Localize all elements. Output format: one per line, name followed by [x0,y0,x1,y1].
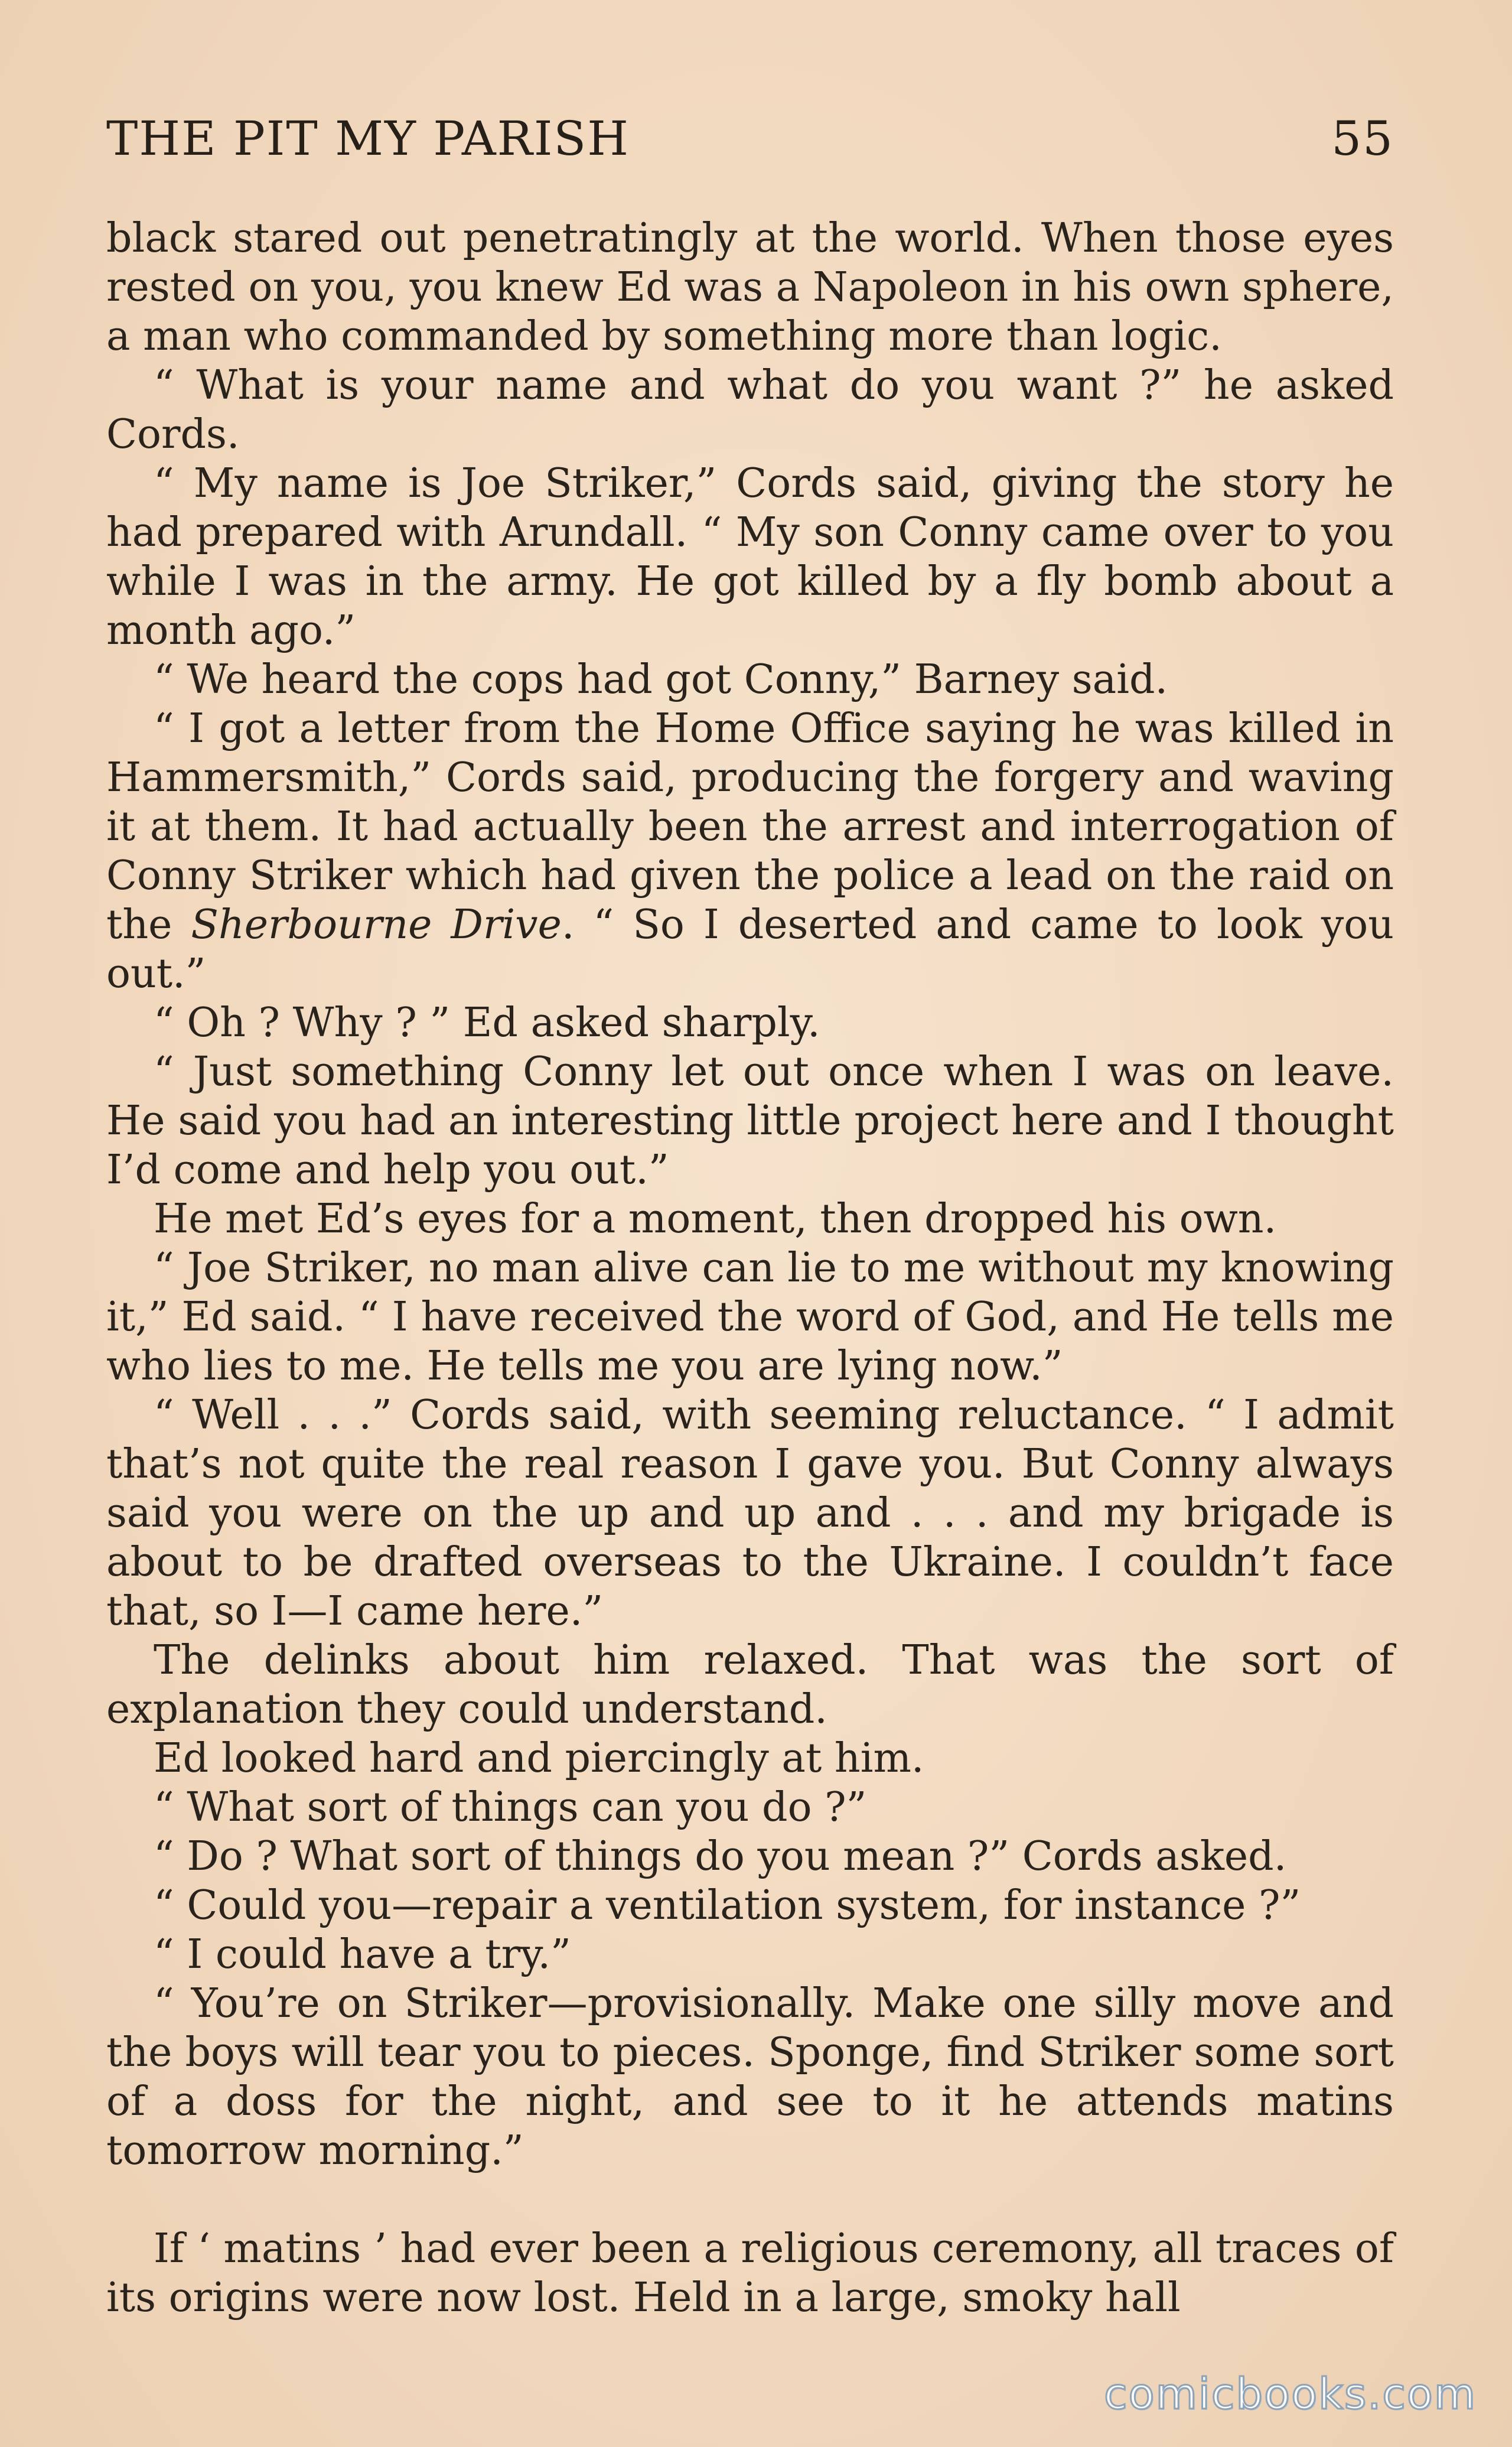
paragraph: “ You’re on Striker—provisionally. Make one silly move and the boys will tear you to pieces. Sponge, find Striker some sort of a doss for the night, and see to it he attends matins tomorrow morning.” [106,1980,1394,2174]
paragraph: “ Joe Striker, no man alive can lie to me without my knowing it,” Ed said. “ I have received the word of God, and He tells me who lies to me. He tells me you are lying now.” [106,1245,1394,1390]
paragraph: “ What sort of things can you do ?” [154,1784,867,1831]
paragraph: Ed looked hard and piercingly at him. [154,1735,924,1782]
page-number: 55 [1331,111,1394,166]
paragraph: “ My name is Joe Striker,” Cords said, giving the story he had prepared with Arundall. “ My son Conny came over to you while I was in the army. He got killed by a fly bomb about a month ago.” [106,460,1394,654]
paragraph: “ Well . . .” Cords said, with seeming reluctance. “ I admit that’s not quite the real reason I gave you. But Conny always said you were on the up and up and . . . and my brigade is about to be drafted overseas to the Ukraine. I couldn’t face that, so I—I came here.” [106,1392,1394,1635]
paragraph: “ What is your name and what do you want ?” he asked Cords. [106,362,1394,458]
paragraph-text-tail: . “ So I deserted and came to look you out.” [106,902,1394,997]
page-header [106,111,1394,176]
paragraph: “ I could have a try.” [154,1931,571,1978]
paragraph: If ‘ matins ’ had ever been a religious ceremony, all traces of its origins were now lost. Held in a large, smoky hall [106,2225,1394,2321]
paragraph: He met Ed’s eyes for a moment, then dropped his own. [154,1196,1277,1242]
paragraph: “ Do ? What sort of things do you mean ?” Cords asked. [154,1833,1287,1880]
paragraph: “ Oh ? Why ? ” Ed asked sharply. [154,1000,820,1046]
watermark: comicbooks.com [1103,2369,1477,2419]
paragraph: The delinks about him relaxed. That was the sort of explanation they could understand. [106,1637,1394,1733]
paragraph: “ We heard the cops had got Conny,” Barney said. [154,656,1168,703]
paragraph: “ Just something Conny let out once when I was on leave. He said you had an interesting little project here and I thought I’d come and help you out.” [106,1049,1394,1193]
paragraph-with-italic [106,704,1394,998]
ship-name: Sherbourne Drive [191,902,562,948]
body-text [106,214,1394,2322]
paragraph-text: “ I got a letter from the Home Office saying he was killed in Hammersmith,” Cords said, producing the forgery and waving it at them. It had actually been the arrest and interrogation of Conny Striker which had given the police a lead on the raid on the [106,705,1394,948]
running-title: THE PIT MY PARISH [106,111,630,166]
paragraph: black stared out penetratingly at the world. When those eyes rested on you, you knew Ed was a Napoleon in his own sphere, a man who commanded by something more than logic. [106,215,1394,360]
paragraph: “ Could you—repair a ventilation system, for instance ?” [154,1882,1301,1929]
